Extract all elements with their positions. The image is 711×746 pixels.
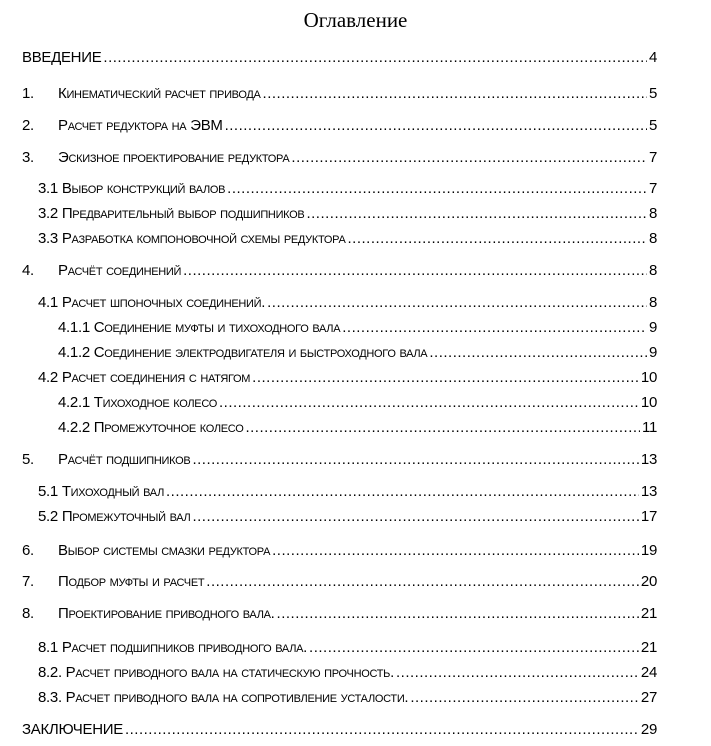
dot-leader — [103, 48, 647, 68]
toc-entry[interactable] — [38, 482, 657, 502]
toc-entry[interactable] — [58, 318, 657, 338]
toc-entry-page: 24 — [640, 664, 657, 681]
toc-entry-title: ЗАКЛЮЧЕНИЕ — [22, 721, 123, 738]
dot-leader — [396, 663, 639, 683]
toc-entry[interactable] — [22, 48, 657, 68]
toc-entry-page: 7 — [648, 149, 657, 166]
toc-entry-page: 13 — [640, 451, 657, 468]
dot-leader — [291, 148, 647, 168]
toc-entry-title: ВВЕДЕНИЕ — [22, 49, 102, 66]
toc-entry[interactable] — [38, 638, 657, 658]
dot-leader — [227, 179, 647, 199]
toc-entry-title: 4.2 Расчет соединения с натягом — [38, 369, 251, 386]
toc-entry-title: Проектирование приводного вала. — [58, 605, 275, 622]
toc-entry-title: 8.3. Расчет приводного вала на сопротивление усталости. — [38, 689, 409, 706]
toc-entry-page: 21 — [640, 605, 657, 622]
dot-leader — [183, 261, 647, 281]
toc-entry[interactable] — [22, 541, 657, 561]
toc-entry-title: 4.2.1 Тихоходное колесо — [58, 394, 218, 411]
dot-leader — [263, 84, 647, 104]
toc-entry[interactable] — [38, 293, 657, 313]
toc-entry-title: 5.1 Тихоходный вал — [38, 483, 164, 500]
toc-entry-page: 10 — [640, 369, 657, 386]
dot-leader — [125, 720, 639, 740]
dot-leader — [219, 393, 639, 413]
dot-leader — [306, 204, 647, 224]
toc-entry[interactable] — [22, 148, 657, 168]
toc-entry-page: 27 — [640, 689, 657, 706]
dot-leader — [272, 541, 639, 561]
toc-entry-page: 11 — [642, 419, 657, 436]
toc-entry-number: 7. — [22, 573, 34, 590]
toc-entry-page: 10 — [640, 394, 657, 411]
toc-entry[interactable] — [58, 343, 657, 363]
toc-entry-page: 29 — [640, 721, 657, 738]
toc-entry-title: 4.2.2 Промежуточное колесо — [58, 419, 244, 436]
toc-entry-title: 5.2 Промежуточный вал — [38, 508, 191, 525]
dot-leader — [252, 368, 639, 388]
toc-entry-page: 8 — [648, 262, 657, 279]
toc-entry-page: 13 — [640, 483, 657, 500]
toc-entry-page: 5 — [648, 117, 657, 134]
toc-entry[interactable] — [38, 368, 657, 388]
toc-entry-page: 7 — [648, 180, 657, 197]
toc-entry-page: 20 — [640, 573, 657, 590]
toc-entry-page: 4 — [648, 49, 657, 66]
toc-entry[interactable] — [22, 604, 657, 624]
toc-entry[interactable] — [58, 418, 657, 438]
toc-entry[interactable] — [58, 393, 657, 413]
dot-leader — [342, 318, 647, 338]
toc-entry-number: 2. — [22, 117, 34, 134]
toc-entry[interactable] — [22, 116, 657, 136]
dot-leader — [225, 116, 647, 136]
toc-entry-title: Подбор муфты и расчет — [58, 573, 205, 590]
dot-leader — [410, 688, 639, 708]
toc-entry[interactable] — [22, 572, 657, 592]
toc-entry-page: 5 — [648, 85, 657, 102]
dot-leader — [429, 343, 647, 363]
toc-entry-title: 8.2. Расчет приводного вала на статическую прочность. — [38, 664, 394, 681]
toc-entry-title: 4.1.1 Соединение муфты и тихоходного вала — [58, 319, 341, 336]
toc-entry-page: 17 — [640, 508, 657, 525]
toc-entry[interactable] — [38, 229, 657, 249]
toc-entry[interactable] — [22, 84, 657, 104]
toc-entry-title: Выбор системы смазки редуктора — [58, 542, 271, 559]
dot-leader — [166, 482, 639, 502]
toc-entry[interactable] — [22, 720, 657, 740]
toc-entry-title: 4.1 Расчет шпоночных соединений. — [38, 294, 266, 311]
toc-entry[interactable] — [22, 450, 657, 470]
dot-leader — [277, 604, 639, 624]
toc-entry[interactable] — [22, 261, 657, 281]
dot-leader — [245, 418, 640, 438]
toc-entry[interactable] — [38, 204, 657, 224]
toc-entry[interactable] — [38, 179, 657, 199]
toc-entry-title: 3.3 Разработка компоновочной схемы редуктора — [38, 230, 346, 247]
toc-entry-title: Расчет редуктора на ЭВМ — [58, 117, 223, 134]
toc-entry-number: 1. — [22, 85, 34, 102]
toc-entry-page: 8 — [648, 205, 657, 222]
dot-leader — [309, 638, 639, 658]
toc-entry-page: 9 — [648, 319, 657, 336]
toc-entry-title: Эскизное проектирование редуктора — [58, 149, 290, 166]
toc-entry[interactable] — [38, 663, 657, 683]
toc-entry-page: 21 — [640, 639, 657, 656]
toc-entry-page: 8 — [648, 230, 657, 247]
toc-entry[interactable] — [38, 688, 657, 708]
toc-entry-title: 3.1 Выбор конструкций валов — [38, 180, 226, 197]
toc-title: Оглавление — [303, 8, 408, 32]
toc-entry-page: 19 — [640, 542, 657, 559]
dot-leader — [192, 507, 638, 527]
dot-leader — [348, 229, 647, 249]
toc-entry[interactable] — [38, 507, 657, 527]
toc-entry-number: 3. — [22, 149, 34, 166]
toc-entry-page: 8 — [648, 294, 657, 311]
toc-entry-page: 9 — [648, 344, 657, 361]
toc-entry-number: 5. — [22, 451, 34, 468]
toc-entry-title: Кинематический расчет привода — [58, 85, 261, 102]
toc-entry-title: 3.2 Предварительный выбор подшипников — [38, 205, 305, 222]
toc-entry-number: 8. — [22, 605, 34, 622]
dot-leader — [206, 572, 639, 592]
dot-leader — [267, 293, 647, 313]
toc-entry-title: 4.1.2 Соединение электродвигателя и быстроходного вала — [58, 344, 428, 361]
toc-entry-title: 8.1 Расчет подшипников приводного вала. — [38, 639, 308, 656]
dot-leader — [192, 450, 638, 470]
toc-entry-title: Расчёт подшипников — [58, 451, 191, 468]
toc-entry-number: 4. — [22, 262, 34, 279]
toc-entry-number: 6. — [22, 542, 34, 559]
toc-entry-title: Расчёт соединений — [58, 262, 182, 279]
